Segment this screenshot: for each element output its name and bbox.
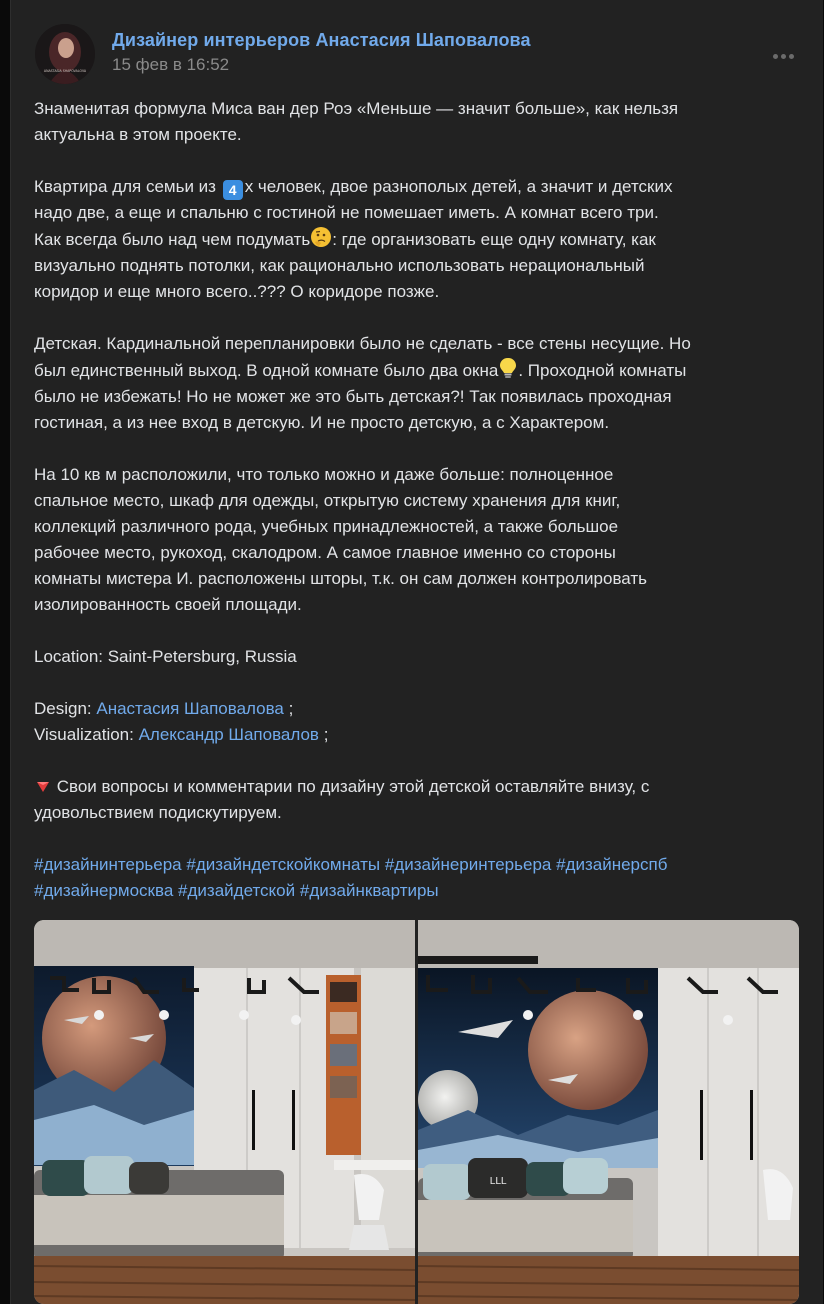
more-dots-icon <box>773 54 778 59</box>
post-card <box>10 0 823 1304</box>
post-text <box>34 96 806 904</box>
more-options-button[interactable] <box>771 46 795 56</box>
paragraph-apartment: Квартира для семьи из 4 х человек, двое разнополых детей, а значит и детских надо две, а еще и спальню с гостиной не помешает иметь. А комнат всего три. Как всегда было над чем подумать : где организовать еще одну комнату, как визуально поднять потолки, как рационально использовать нерациональный коридор и еще много всего..??? О коридоре позже. <box>34 177 673 301</box>
avatar[interactable] <box>35 24 95 84</box>
hashtag-link[interactable]: #дизайнеринтерьера <box>384 855 552 874</box>
red-triangle-down-icon <box>34 777 52 795</box>
location-line: Location: Saint-Petersburg, Russia <box>34 647 297 666</box>
hashtag-link[interactable]: #дизайндетскойкомнаты <box>186 855 381 874</box>
paragraph-formula: Знаменитая формула Миса ван дер Роэ «Меньше — значит больше», как нельзя актуальна в этом проекте. <box>34 99 679 144</box>
light-bulb-icon <box>498 357 518 379</box>
svg-text:ANASTASIA SHAPOVALOVA: ANASTASIA SHAPOVALOVA <box>43 69 87 73</box>
svg-text:LLL: LLL <box>489 1176 507 1187</box>
visualization-author-link[interactable]: Александр Шаповалов <box>138 725 319 744</box>
photo-gallery <box>34 920 800 1304</box>
photo-2[interactable] <box>418 920 799 1304</box>
hashtag-link[interactable]: #дизайнквартиры <box>299 881 439 900</box>
hashtag-link[interactable]: #дизайнермосква <box>34 881 174 900</box>
post-header <box>35 24 799 84</box>
credits: Design: Анастасия Шаповалова ; Visualization: Александр Шаповалов ; <box>34 699 329 744</box>
thinking-face-icon <box>310 226 332 248</box>
paragraph-kids-room: Детская. Кардинальной перепланировки было не сделать - все стены несущие. Но был единственный выход. В одной комнате было два окна . Проходной комнаты было не избежать! Но не может же это быть детская?! Так появилась проходная гостиная, а из нее вход в детскую. И не просто детскую, а с Характером. <box>34 334 691 432</box>
hashtag-link[interactable]: #дизайнинтерьера <box>34 855 182 874</box>
call-to-action: Свои вопросы и комментарии по дизайну этой детской оставляйте внизу, с удовольствием подискутируем. <box>34 777 650 822</box>
hashtags <box>34 852 806 904</box>
hashtag-link[interactable]: #дизайнерспб <box>556 855 668 874</box>
design-author-link[interactable]: Анастасия Шаповалова <box>96 699 284 718</box>
paragraph-features: На 10 кв м расположили, что только можно и даже больше: полноценное спальное место, шкаф для одежды, открытую систему хранения для книг, коллекций различного рода, учебных принадлежностей, а также большое рабочее место, рукоход, скалодром. А самое главное именно со стороны комнаты мистера И. расположены шторы, т.к. он сам должен контролировать изолированность своей площади. <box>34 465 648 614</box>
author-name[interactable]: Дизайнер интерьеров Анастасия Шаповалова <box>112 30 531 50</box>
hashtag-link[interactable]: #дизайдетской <box>178 881 296 900</box>
photo-1[interactable] <box>34 920 415 1304</box>
keycap-four-icon: 4 <box>223 180 243 200</box>
post-date[interactable]: 15 фев в 16:52 <box>112 55 230 74</box>
